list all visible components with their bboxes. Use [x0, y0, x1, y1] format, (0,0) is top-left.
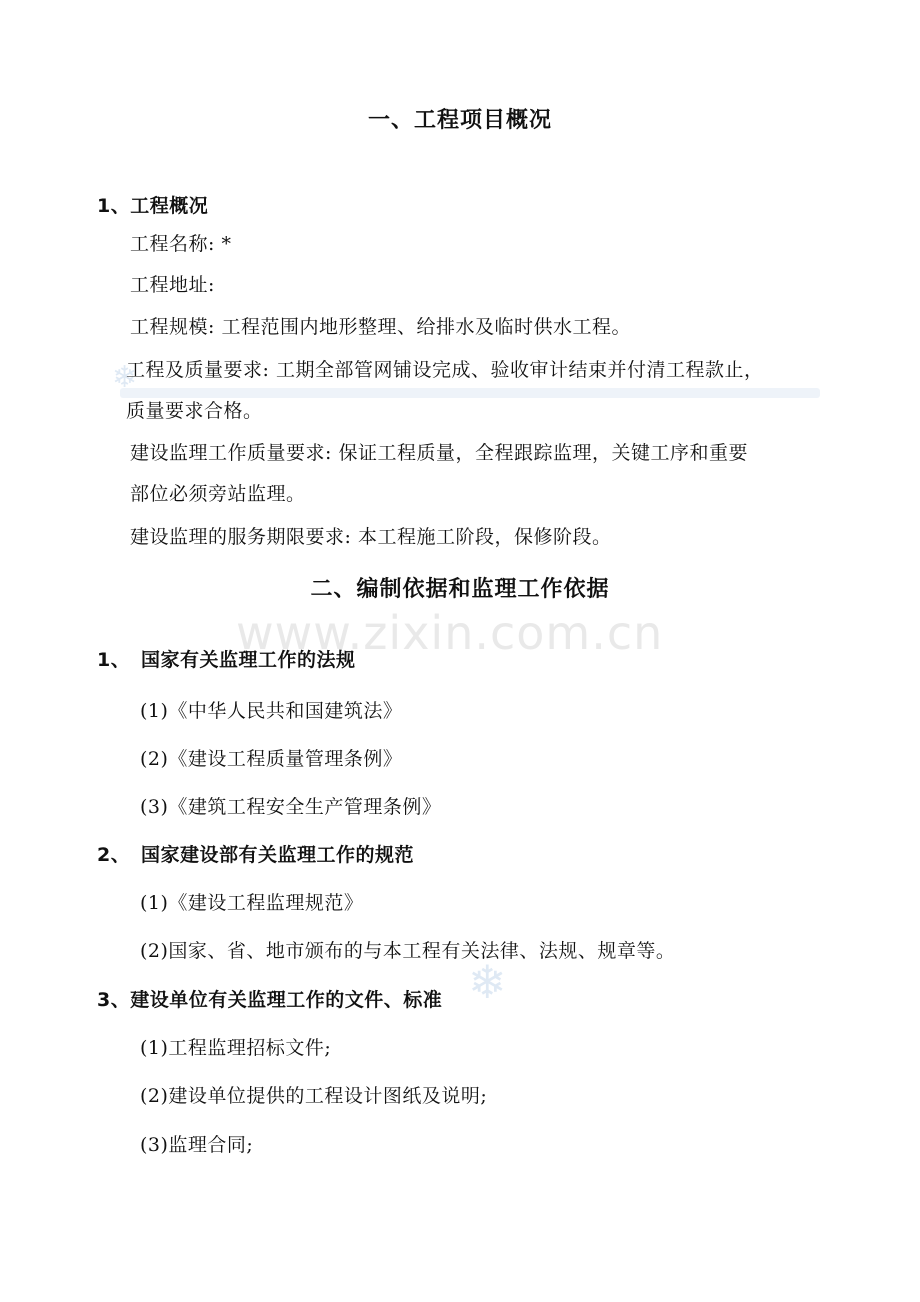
list-item: (1)《建设工程监理规范》	[140, 892, 364, 914]
paragraph-line: 工程规模: 工程范围内地形整理、给排水及临时供水工程。	[130, 316, 631, 338]
subsection-heading: 1、工程概况	[97, 195, 209, 217]
list-item: (2)《建设工程质量管理条例》	[140, 748, 403, 770]
list-item: (2)建设单位提供的工程设计图纸及说明;	[140, 1085, 488, 1107]
group-number: 1、	[97, 649, 131, 671]
group-title: 国家有关监理工作的法规	[141, 649, 356, 671]
section-title: 一、工程项目概况	[367, 108, 552, 133]
list-item: (3)《建筑工程安全生产管理条例》	[140, 796, 442, 818]
paragraph-line: 工程地址:	[130, 274, 215, 296]
list-item: (1)《中华人民共和国建筑法》	[140, 700, 403, 722]
paragraph-line: 部位必须旁站监理。	[130, 483, 306, 505]
paragraph-line: 建设监理工作质量要求: 保证工程质量，全程跟踪监理，关键工序和重要	[130, 442, 748, 464]
list-item: (3)监理合同;	[140, 1134, 254, 1156]
snowflake-icon: ❄	[468, 955, 507, 1009]
watermark-band	[120, 388, 820, 398]
list-item: (2)国家、省、地市颁布的与本工程有关法律、法规、规章等。	[140, 940, 676, 962]
paragraph-line: 工程名称: *	[130, 233, 232, 255]
watermark-text: www.zixin.com.cn	[236, 606, 664, 660]
list-item: (1)工程监理招标文件;	[140, 1037, 332, 1059]
group-number: 2、	[97, 844, 131, 866]
paragraph-line: 工程及质量要求: 工期全部管网铺设完成、验收审计结束并付清工程款止，	[126, 359, 764, 381]
snowflake-icon: ❄	[112, 360, 138, 395]
paragraph-line: 质量要求合格。	[126, 400, 263, 422]
paragraph-line: 建设监理的服务期限要求: 本工程施工阶段，保修阶段。	[130, 526, 612, 548]
group-title: 国家建设部有关监理工作的规范	[141, 844, 415, 866]
group-title: 3、建设单位有关监理工作的文件、标准	[97, 989, 443, 1011]
section-title: 二、编制依据和监理工作依据	[310, 577, 610, 602]
